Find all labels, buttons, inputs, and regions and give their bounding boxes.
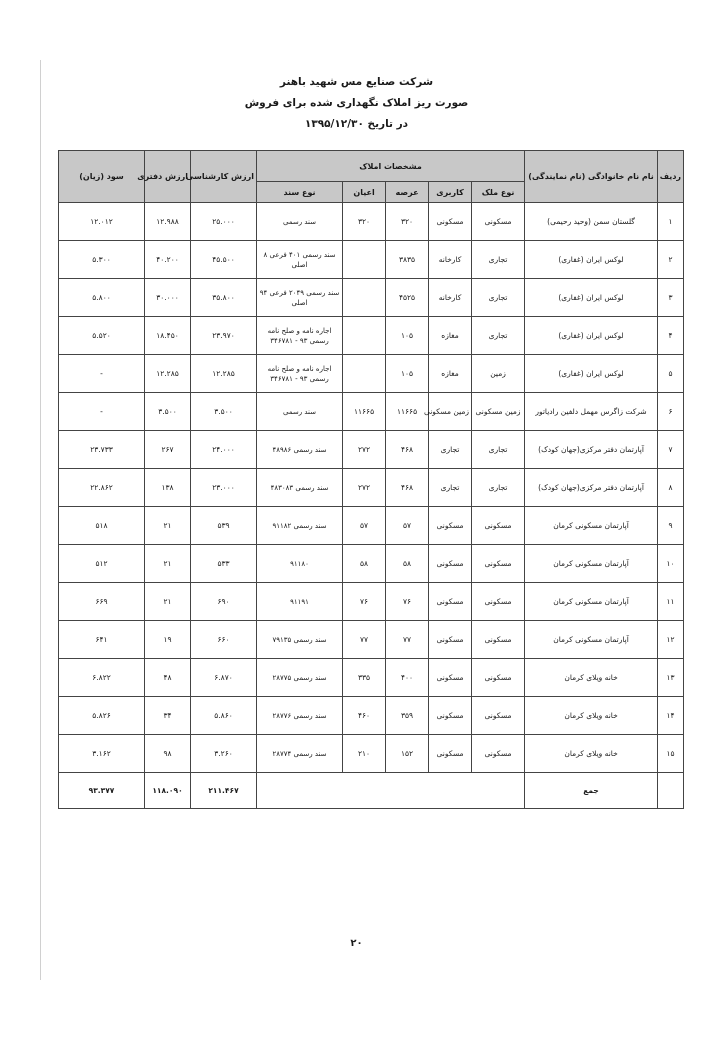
cell-name: آپارتمان مسکونی کرمان	[525, 507, 658, 545]
document-date: در تاریخ ۱۳۹۵/۱۲/۳۰	[304, 118, 409, 130]
cell-doc-type: ۹۱۱۸۰	[257, 545, 343, 583]
cell-expert-value: ۲۵.۰۰۰	[191, 203, 257, 241]
cell-ownership: مسکونی	[472, 545, 525, 583]
col-building: اعیان	[343, 182, 386, 203]
cell-area: ۳۸۳۵	[386, 241, 429, 279]
cell-book-value: ۳.۵۰۰	[145, 393, 191, 431]
cell-expert-value: ۲۳.۰۰۰	[191, 469, 257, 507]
cell-building: ۲۷۲	[343, 469, 386, 507]
cell-doc-type: سند رسمی ۲۸۷۷۶	[257, 697, 343, 735]
cell-building: ۴۶۰	[343, 697, 386, 735]
cell-name: آپارتمان مسکونی کرمان	[525, 621, 658, 659]
cell-book-value: ۱۲.۲۸۵	[145, 355, 191, 393]
table-row	[59, 621, 684, 659]
cell-row-no: ۱۰	[658, 545, 684, 583]
cell-name: گلستان سمن (وحید رحیمی)	[525, 203, 658, 241]
cell-name: خانه ویلای کرمان	[525, 659, 658, 697]
cell-usage: مسکونی	[429, 583, 472, 621]
cell-book-value: ۳۴	[145, 697, 191, 735]
col-specs: مشخصات املاک	[257, 151, 525, 182]
cell-doc-type: سند رسمی ۴۸۳۰۸۳	[257, 469, 343, 507]
cell-usage: مغازه	[429, 355, 472, 393]
cell-area: ۷۶	[386, 583, 429, 621]
cell-name: لوکس ایران (غفاری)	[525, 279, 658, 317]
cell-doc-type: اجاره نامه و صلح نامه رسمی ۹۳ - ۳۴۶۷۸۱	[257, 355, 343, 393]
cell-ownership: تجاری	[472, 431, 525, 469]
cell-row-no: ۱۵	[658, 735, 684, 773]
cell-book-value: ۱۳۸	[145, 469, 191, 507]
table-row	[59, 355, 684, 393]
cell-book-value: ۲۱	[145, 545, 191, 583]
cell-area: ۵۸	[386, 545, 429, 583]
table-row	[59, 697, 684, 735]
cell-expert-value: ۵.۸۶۰	[191, 697, 257, 735]
cell-expert-value: ۶۹۰	[191, 583, 257, 621]
col-ownership: نوع ملک	[472, 182, 525, 203]
cell-profit: ۶.۸۲۲	[59, 659, 145, 697]
cell-building	[343, 317, 386, 355]
scan-edge-line	[40, 60, 41, 980]
cell-ownership: مسکونی	[472, 507, 525, 545]
cell-book-value: ۴۰.۲۰۰	[145, 241, 191, 279]
cell-doc-type: سند رسمی ۲۸۷۷۵	[257, 659, 343, 697]
cell-ownership: تجاری	[472, 317, 525, 355]
cell-building	[343, 279, 386, 317]
cell-ownership: مسکونی	[472, 583, 525, 621]
cell-row-no: ۷	[658, 431, 684, 469]
cell-doc-type: سند رسمی ۲۸۷۷۴	[257, 735, 343, 773]
cell-row-no: ۲	[658, 241, 684, 279]
table-row	[59, 241, 684, 279]
table-row	[59, 203, 684, 241]
cell-doc-type: سند رسمی ۲۰۴۹ فرعی ۹۴ اصلی	[257, 279, 343, 317]
cell-area: ۴۶۸	[386, 469, 429, 507]
cell-building: ۵۷	[343, 507, 386, 545]
cell-ownership: مسکونی	[472, 659, 525, 697]
cell-area: ۷۷	[386, 621, 429, 659]
cell-doc-type: اجاره نامه و صلح نامه رسمی ۹۳ - ۳۴۶۷۸۱	[257, 317, 343, 355]
col-expert-value: ارزش کارشناسی	[191, 151, 257, 203]
cell-name: خانه ویلای کرمان	[525, 697, 658, 735]
table-row	[59, 507, 684, 545]
cell-book-value: ۱۲.۹۸۸	[145, 203, 191, 241]
cell-name: آپارتمان دفتر مرکزی(جهان کودک)	[525, 431, 658, 469]
cell-building: ۷۶	[343, 583, 386, 621]
cell-usage: تجاری	[429, 469, 472, 507]
cell-ownership: تجاری	[472, 241, 525, 279]
cell-ownership: تجاری	[472, 279, 525, 317]
cell-name: لوکس ایران (غفاری)	[525, 241, 658, 279]
cell-usage: کارخانه	[429, 241, 472, 279]
cell-usage: مسکونی	[429, 203, 472, 241]
col-book-value: ارزش دفتری	[145, 151, 191, 203]
cell-doc-type: سند رسمی ۷۹۱۳۵	[257, 621, 343, 659]
cell-expert-value: ۳.۲۶۰	[191, 735, 257, 773]
table-row	[59, 279, 684, 317]
cell-book-value: ۲۱	[145, 507, 191, 545]
col-profit: سود (زیان)	[59, 151, 145, 203]
cell-profit: ۶۴۱	[59, 621, 145, 659]
table-row	[59, 317, 684, 355]
cell-name: خانه ویلای کرمان	[525, 735, 658, 773]
table-body	[59, 203, 684, 773]
cell-expert-value: ۵۳۹	[191, 507, 257, 545]
cell-row-no: ۱	[658, 203, 684, 241]
cell-profit: ۵.۸۰۰	[59, 279, 145, 317]
cell-building: ۷۷	[343, 621, 386, 659]
total-expert: ۲۱۱.۴۶۷	[191, 773, 257, 809]
cell-ownership: زمین مسکونی	[472, 393, 525, 431]
table-row	[59, 545, 684, 583]
cell-ownership: مسکونی	[472, 697, 525, 735]
cell-row-no: ۱۳	[658, 659, 684, 697]
cell-profit: ۵۱۲	[59, 545, 145, 583]
cell-ownership: مسکونی	[472, 735, 525, 773]
cell-area: ۳۲۰	[386, 203, 429, 241]
cell-profit: ۵۱۸	[59, 507, 145, 545]
cell-building: ۱۱۶۶۵	[343, 393, 386, 431]
col-row-no: ردیف	[658, 151, 684, 203]
cell-area: ۴۶۸	[386, 431, 429, 469]
cell-row-no: ۱۲	[658, 621, 684, 659]
cell-building: ۲۱۰	[343, 735, 386, 773]
cell-book-value: ۱۸.۴۵۰	[145, 317, 191, 355]
cell-building: ۲۷۲	[343, 431, 386, 469]
cell-profit: -	[59, 393, 145, 431]
col-doc-type: نوع سند	[257, 182, 343, 203]
cell-row-no: ۱۱	[658, 583, 684, 621]
cell-expert-value: ۳۵.۸۰۰	[191, 279, 257, 317]
cell-usage: مسکونی	[429, 659, 472, 697]
table-row	[59, 431, 684, 469]
cell-expert-value: ۶۶۰	[191, 621, 257, 659]
cell-expert-value: ۶.۸۷۰	[191, 659, 257, 697]
cell-usage: مسکونی	[429, 621, 472, 659]
company-name: شرکت صنایع مس شهید باهنر	[279, 76, 434, 88]
cell-profit: ۳.۱۶۲	[59, 735, 145, 773]
cell-expert-value: ۲۴.۰۰۰	[191, 431, 257, 469]
cell-profit: ۵.۸۲۶	[59, 697, 145, 735]
cell-ownership: مسکونی	[472, 621, 525, 659]
cell-area: ۵۷	[386, 507, 429, 545]
table-row	[59, 393, 684, 431]
cell-profit: ۲۲.۸۶۲	[59, 469, 145, 507]
cell-usage: مسکونی	[429, 507, 472, 545]
document-subtitle: صورت ریز املاک نگهداری شده برای فروش	[244, 97, 469, 109]
cell-name: لوکس ایران (غفاری)	[525, 317, 658, 355]
cell-usage: مسکونی	[429, 545, 472, 583]
col-name: نام نام خانوادگی (نام نمایندگی)	[525, 151, 658, 203]
cell-usage: مسکونی	[429, 697, 472, 735]
cell-profit: ۵.۳۰۰	[59, 241, 145, 279]
cell-doc-type: سند رسمی	[257, 393, 343, 431]
cell-name: آپارتمان مسکونی کرمان	[525, 583, 658, 621]
properties-table	[58, 150, 684, 809]
cell-area: ۱۰۵	[386, 355, 429, 393]
cell-ownership: زمین	[472, 355, 525, 393]
cell-area: ۴۵۲۵	[386, 279, 429, 317]
total-book: ۱۱۸.۰۹۰	[145, 773, 191, 809]
cell-book-value: ۳۰.۰۰۰	[145, 279, 191, 317]
document-header	[0, 72, 713, 135]
cell-area: ۱۰۵	[386, 317, 429, 355]
total-row	[59, 773, 684, 809]
cell-profit: ۵.۵۲۰	[59, 317, 145, 355]
cell-expert-value: ۱۲.۲۸۵	[191, 355, 257, 393]
cell-row-no: ۵	[658, 355, 684, 393]
cell-book-value: ۱۹	[145, 621, 191, 659]
table-row	[59, 659, 684, 697]
cell-expert-value: ۲۳.۹۷۰	[191, 317, 257, 355]
cell-area: ۱۱۶۶۵	[386, 393, 429, 431]
cell-profit: ۲۳.۷۳۳	[59, 431, 145, 469]
cell-book-value: ۹۸	[145, 735, 191, 773]
cell-building: ۳۲۰	[343, 203, 386, 241]
cell-name: شرکت زاگرس مهمل دلفین رادیاتور	[525, 393, 658, 431]
cell-usage: تجاری	[429, 431, 472, 469]
cell-row-no: ۸	[658, 469, 684, 507]
cell-name: لوکس ایران (غفاری)	[525, 355, 658, 393]
cell-expert-value: ۳.۵۰۰	[191, 393, 257, 431]
cell-building	[343, 355, 386, 393]
cell-area: ۴۰۰	[386, 659, 429, 697]
table-row	[59, 469, 684, 507]
cell-row-no: ۴	[658, 317, 684, 355]
total-label: جمع	[525, 773, 658, 809]
cell-usage: زمین مسکونی	[429, 393, 472, 431]
cell-building: ۳۳۵	[343, 659, 386, 697]
total-profit: ۹۳.۳۷۷	[59, 773, 145, 809]
cell-book-value: ۴۸	[145, 659, 191, 697]
cell-row-no: ۱۴	[658, 697, 684, 735]
cell-expert-value: ۴۵.۵۰۰	[191, 241, 257, 279]
cell-ownership: مسکونی	[472, 203, 525, 241]
cell-building	[343, 241, 386, 279]
table-row	[59, 735, 684, 773]
col-usage: کاربری	[429, 182, 472, 203]
cell-building: ۵۸	[343, 545, 386, 583]
cell-doc-type: سند رسمی ۴۰۱ فرعی ۸ اصلی	[257, 241, 343, 279]
cell-profit: ۶۶۹	[59, 583, 145, 621]
cell-expert-value: ۵۳۳	[191, 545, 257, 583]
cell-profit: ۱۲.۰۱۲	[59, 203, 145, 241]
col-area: عرصه	[386, 182, 429, 203]
cell-usage: مسکونی	[429, 735, 472, 773]
cell-book-value: ۲۶۷	[145, 431, 191, 469]
cell-doc-type: ۹۱۱۹۱	[257, 583, 343, 621]
cell-doc-type: سند رسمی	[257, 203, 343, 241]
cell-usage: مغازه	[429, 317, 472, 355]
cell-doc-type: سند رسمی ۴۸۹۸۶	[257, 431, 343, 469]
cell-ownership: تجاری	[472, 469, 525, 507]
cell-row-no: ۳	[658, 279, 684, 317]
page-number: ۲۰	[350, 938, 363, 949]
cell-row-no: ۶	[658, 393, 684, 431]
cell-doc-type: سند رسمی ۹۱۱۸۲	[257, 507, 343, 545]
cell-area: ۳۵۹	[386, 697, 429, 735]
cell-profit: -	[59, 355, 145, 393]
cell-book-value: ۲۱	[145, 583, 191, 621]
cell-name: آپارتمان دفتر مرکزی(جهان کودک)	[525, 469, 658, 507]
cell-usage: کارخانه	[429, 279, 472, 317]
cell-row-no: ۹	[658, 507, 684, 545]
cell-name: آپارتمان مسکونی کرمان	[525, 545, 658, 583]
table-row	[59, 583, 684, 621]
cell-area: ۱۵۲	[386, 735, 429, 773]
